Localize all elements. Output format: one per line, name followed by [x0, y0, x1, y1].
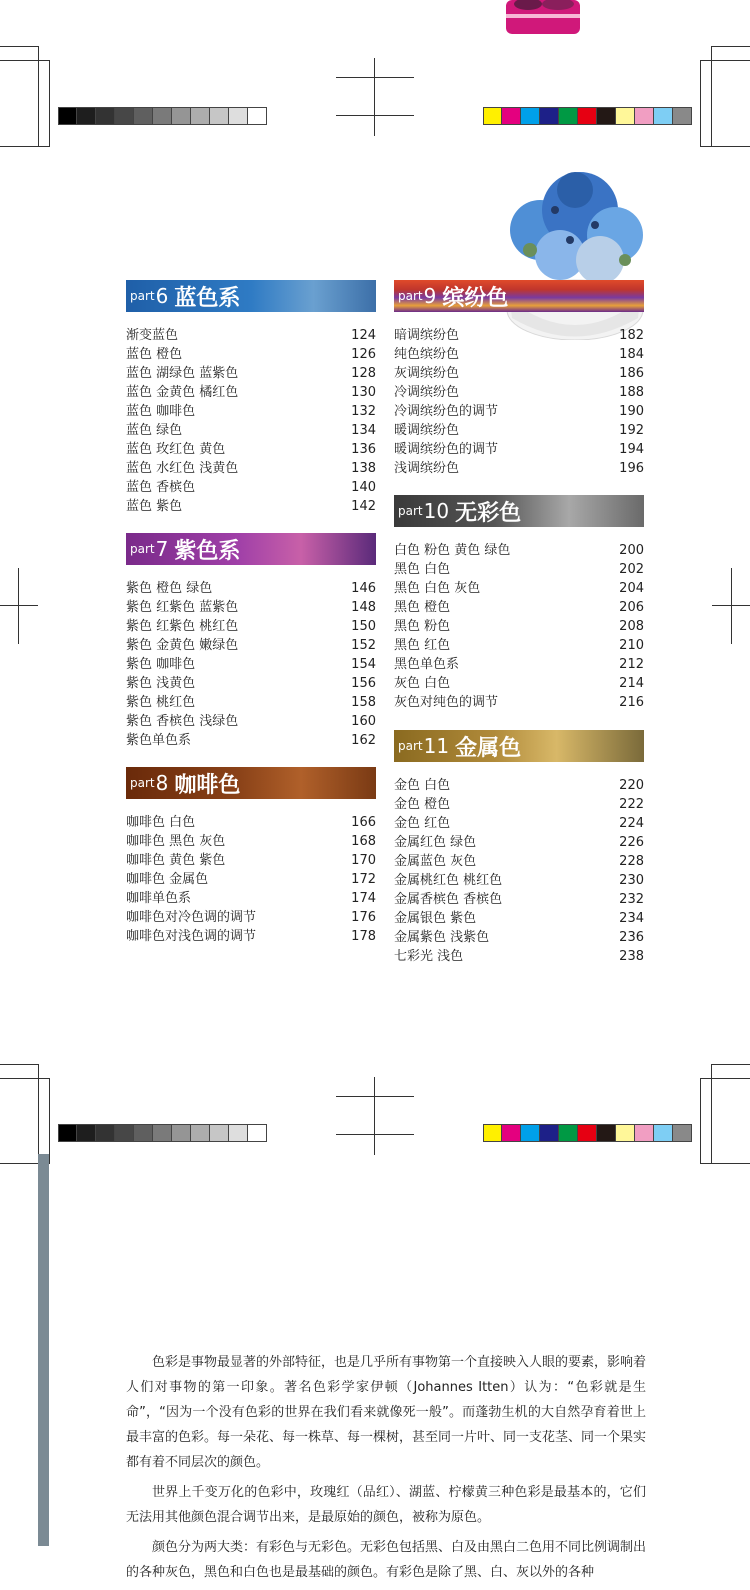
part-number: 8 [155, 771, 169, 795]
toc-entry-page: 172 [351, 872, 376, 887]
toc-entry[interactable] [126, 674, 376, 693]
toc-entry-page: 228 [619, 854, 644, 869]
part-label: part [398, 504, 423, 518]
color-swatch [191, 107, 210, 125]
toc-entry-title: 紫色 香槟色 浅绿色 [126, 714, 239, 729]
color-swatch [559, 1124, 578, 1142]
intro-body-text [126, 1350, 646, 1590]
toc-entry-title: 暖调缤纷色的调节 [394, 442, 499, 457]
body-paragraph: 颜色分为两大类：有彩色与无彩色。无彩色包括黑、白及由黑白二色用不同比例调制出的各种灰色，黑色和白色也是最基础的颜色。有彩色是除了黑、白、灰以外的各种 [126, 1540, 647, 1580]
color-swatch [58, 107, 77, 125]
toc-entry-page: 128 [351, 366, 376, 381]
toc-entry-page: 170 [351, 853, 376, 868]
part-label: part [130, 776, 155, 790]
toc-entry-title: 灰色 白色 [394, 676, 451, 691]
color-swatch [540, 1124, 559, 1142]
cmyk-color-bar [483, 1124, 692, 1142]
color-swatch [578, 107, 597, 125]
toc-entry[interactable] [394, 871, 644, 890]
part9-banner[interactable] [394, 280, 644, 312]
toc-entry[interactable] [394, 833, 644, 852]
part-number: 7 [155, 537, 169, 561]
toc-entry-title: 金属银色 紫色 [394, 911, 477, 926]
toc-part7 [126, 533, 376, 750]
toc-entry[interactable] [394, 814, 644, 833]
toc-entry[interactable] [126, 478, 376, 497]
toc-entry[interactable] [126, 459, 376, 478]
toc-entry-page: 212 [619, 657, 644, 672]
toc-entry-page: 206 [619, 600, 644, 615]
toc-entry-title: 紫色 桃红色 [126, 695, 196, 710]
toc-entry-page: 214 [619, 676, 644, 691]
toc-entry-page: 194 [619, 442, 644, 457]
toc-entry-title: 咖啡色对浅色调的调节 [126, 929, 257, 944]
toc-entry[interactable] [394, 795, 644, 814]
toc-entry-title: 灰色对纯色的调节 [394, 695, 499, 710]
toc-entry-page: 234 [619, 911, 644, 926]
toc-entry[interactable] [126, 712, 376, 731]
part-title: 缤纷色 [442, 284, 509, 311]
toc-entry[interactable] [126, 579, 376, 598]
toc-entry-page: 140 [351, 480, 376, 495]
toc-entry[interactable] [126, 636, 376, 655]
toc-entry-page: 200 [619, 543, 644, 558]
toc-entry[interactable] [126, 421, 376, 440]
toc-entry-page: 138 [351, 461, 376, 476]
toc-entry-title: 黑色 白色 [394, 562, 451, 577]
toc-entry-page: 186 [619, 366, 644, 381]
toc-entry-page: 184 [619, 347, 644, 362]
toc-part6 [126, 280, 376, 516]
toc-entry-page: 132 [351, 404, 376, 419]
toc-entry-title: 蓝色 绿色 [126, 423, 183, 438]
toc-entry-title: 紫色 浅黄色 [126, 676, 196, 691]
toc-entry[interactable] [394, 693, 644, 712]
toc-entry[interactable] [394, 890, 644, 909]
toc-entry[interactable] [126, 402, 376, 421]
toc-entry[interactable] [394, 909, 644, 928]
toc-entry[interactable] [126, 383, 376, 402]
toc-entry[interactable] [126, 832, 376, 851]
toc-entry[interactable] [394, 852, 644, 871]
toc-entry[interactable] [394, 440, 644, 459]
toc-entry-title: 咖啡单色系 [126, 891, 192, 906]
toc-entry-title: 咖啡色 白色 [126, 815, 196, 830]
toc-entry-title: 渐变蓝色 [126, 328, 179, 343]
toc-entry-page: 232 [619, 892, 644, 907]
toc-part9 [394, 280, 644, 478]
color-swatch [597, 107, 616, 125]
color-swatch [248, 107, 267, 125]
toc-entry-title: 蓝色 橙色 [126, 347, 183, 362]
toc-entry[interactable] [126, 655, 376, 674]
toc-entry-title: 紫色 红紫色 桃红色 [126, 619, 239, 634]
toc-entry-title: 紫色 红紫色 蓝紫色 [126, 600, 239, 615]
toc-entry-page: 152 [351, 638, 376, 653]
toc-part11 [394, 730, 644, 966]
cmyk-color-bar [483, 107, 692, 125]
toc-entry[interactable] [394, 598, 644, 617]
toc-entry-title: 金属桃红色 桃红色 [394, 873, 503, 888]
color-swatch [96, 1124, 115, 1142]
toc-entry[interactable] [394, 560, 644, 579]
toc-entry-title: 金色 红色 [394, 816, 451, 831]
toc-entry-title: 金属蓝色 灰色 [394, 854, 477, 869]
toc-entry-page: 208 [619, 619, 644, 634]
toc-entry-page: 148 [351, 600, 376, 615]
toc-entry-title: 纯色缤纷色 [394, 347, 460, 362]
toc-entry[interactable] [126, 870, 376, 889]
toc-entry[interactable] [126, 693, 376, 712]
toc-entry-title: 紫色单色系 [126, 733, 192, 748]
toc-entry[interactable] [394, 579, 644, 598]
color-swatch [673, 107, 692, 125]
toc-entry-page: 146 [351, 581, 376, 596]
toc-entry[interactable] [394, 776, 644, 795]
color-swatch [654, 1124, 673, 1142]
toc-entry[interactable] [394, 421, 644, 440]
toc-entry[interactable] [126, 345, 376, 364]
part-title: 紫色系 [174, 537, 241, 564]
toc-entry-page: 222 [619, 797, 644, 812]
toc-entry[interactable] [394, 402, 644, 421]
toc-entry-title: 蓝色 咖啡色 [126, 404, 196, 419]
color-swatch [578, 1124, 597, 1142]
color-swatch [521, 1124, 540, 1142]
toc-entry-page: 160 [351, 714, 376, 729]
toc-entry-title: 黑色 红色 [394, 638, 451, 653]
color-swatch [58, 1124, 77, 1142]
color-swatch [673, 1124, 692, 1142]
toc-entry-page: 158 [351, 695, 376, 710]
color-swatch [172, 1124, 191, 1142]
toc-entry-title: 黑色 白色 灰色 [394, 581, 481, 596]
toc-entry[interactable] [394, 636, 644, 655]
toc-entry-page: 136 [351, 442, 376, 457]
toc-entry-title: 咖啡色 金属色 [126, 872, 209, 887]
toc-entry[interactable] [126, 889, 376, 908]
color-swatch [96, 107, 115, 125]
toc-entry[interactable] [394, 541, 644, 560]
color-swatch [616, 1124, 635, 1142]
toc-entry-page: 230 [619, 873, 644, 888]
part-title: 咖啡色 [174, 771, 241, 798]
toc-entry-page: 156 [351, 676, 376, 691]
toc-entry[interactable] [126, 364, 376, 383]
color-swatch [597, 1124, 616, 1142]
color-swatch [654, 107, 673, 125]
toc-entry-page: 196 [619, 461, 644, 476]
toc-entry-title: 灰调缤纷色 [394, 366, 460, 381]
part-label: part [398, 739, 423, 753]
toc-entry[interactable] [126, 927, 376, 946]
part-title: 金属色 [455, 734, 522, 761]
part-label: part [130, 542, 155, 556]
toc-entry-title: 蓝色 湖绿色 蓝紫色 [126, 366, 239, 381]
color-swatch [134, 107, 153, 125]
toc-entry-page: 236 [619, 930, 644, 945]
color-swatch [210, 1124, 229, 1142]
toc-entry-page: 130 [351, 385, 376, 400]
toc-entry-page: 202 [619, 562, 644, 577]
toc-entry-title: 紫色 咖啡色 [126, 657, 196, 672]
color-swatch [635, 1124, 654, 1142]
color-swatch [483, 1124, 502, 1142]
toc-entry-page: 190 [619, 404, 644, 419]
grayscale-color-bar [58, 1124, 267, 1142]
part-title: 无彩色 [455, 499, 522, 526]
body-paragraph: 世界上千变万化的色彩中，玫瑰红（品红）、湖蓝、柠檬黄三种色彩是最基本的，它们无法用其他颜色混合调节出来，是最原始的颜色，被称为原色。 [126, 1485, 646, 1525]
color-swatch [77, 1124, 96, 1142]
toc-entry-page: 126 [351, 347, 376, 362]
toc-entry-title: 暖调缤纷色 [394, 423, 460, 438]
toc-entry[interactable] [394, 459, 644, 478]
toc-entry-title: 蓝色 金黄色 橘红色 [126, 385, 239, 400]
toc-entry-title: 咖啡色 黑色 灰色 [126, 834, 226, 849]
color-swatch [153, 107, 172, 125]
toc-entry-page: 204 [619, 581, 644, 596]
toc-entry-title: 蓝色 香槟色 [126, 480, 196, 495]
toc-entry-title: 紫色 橙色 绿色 [126, 581, 213, 596]
color-swatch [115, 107, 134, 125]
toc-entry[interactable] [126, 598, 376, 617]
toc-entry[interactable] [126, 617, 376, 636]
toc-part8 [126, 767, 376, 946]
toc-entry-title: 紫色 金黄色 嫩绿色 [126, 638, 239, 653]
toc-entry-title: 黑色 粉色 [394, 619, 451, 634]
toc-entry[interactable] [126, 731, 376, 750]
pink-flower-pot-image [488, 0, 598, 40]
toc-entry[interactable] [126, 497, 376, 516]
part10-banner[interactable] [394, 495, 644, 527]
toc-entry-title: 七彩光 浅色 [394, 949, 464, 964]
color-swatch [502, 1124, 521, 1142]
toc-entry-title: 金属香槟色 香槟色 [394, 892, 503, 907]
toc-entry-page: 176 [351, 910, 376, 925]
toc-entry-page: 134 [351, 423, 376, 438]
toc-entry[interactable] [394, 674, 644, 693]
toc-entry-title: 暗调缤纷色 [394, 328, 460, 343]
toc-entry[interactable] [394, 928, 644, 947]
toc-entry[interactable] [126, 326, 376, 345]
color-swatch [115, 1124, 134, 1142]
toc-entry-page: 178 [351, 929, 376, 944]
color-swatch [77, 107, 96, 125]
toc-entry[interactable] [126, 813, 376, 832]
toc-entry-title: 咖啡色对冷色调的调节 [126, 910, 257, 925]
toc-entry[interactable] [394, 364, 644, 383]
color-swatch [635, 107, 654, 125]
toc-entry-title: 冷调缤纷色的调节 [394, 404, 499, 419]
color-swatch [248, 1124, 267, 1142]
toc-entry[interactable] [126, 440, 376, 459]
toc-entry-page: 220 [619, 778, 644, 793]
color-swatch [502, 107, 521, 125]
color-swatch [521, 107, 540, 125]
color-swatch [134, 1124, 153, 1142]
part-number: 10 [423, 499, 450, 523]
part-number: 9 [423, 284, 437, 308]
color-swatch [616, 107, 635, 125]
toc-entry[interactable] [394, 326, 644, 345]
toc-entry-title: 浅调缤纷色 [394, 461, 460, 476]
part-label: part [130, 289, 155, 303]
toc-entry-page: 238 [619, 949, 644, 964]
toc-entry-page: 142 [351, 499, 376, 514]
color-swatch [540, 107, 559, 125]
toc-entry[interactable] [394, 383, 644, 402]
toc-entry-title: 蓝色 紫色 [126, 499, 183, 514]
toc-part10 [394, 495, 644, 712]
toc-entry-page: 124 [351, 328, 376, 343]
toc-entry-page: 166 [351, 815, 376, 830]
toc-entry-title: 金色 橙色 [394, 797, 451, 812]
toc-entry-title: 蓝色 水红色 浅黄色 [126, 461, 239, 476]
toc-entry[interactable] [126, 851, 376, 870]
toc-entry-page: 150 [351, 619, 376, 634]
part-title: 蓝色系 [174, 284, 241, 311]
page-sidebar-stripe [38, 1154, 49, 1546]
part8-banner[interactable] [126, 767, 376, 799]
toc-entry-page: 168 [351, 834, 376, 849]
color-swatch [483, 107, 502, 125]
color-swatch [191, 1124, 210, 1142]
toc-entry[interactable] [394, 947, 644, 966]
color-swatch [229, 1124, 248, 1142]
toc-entry-title: 金属紫色 浅紫色 [394, 930, 490, 945]
toc-entry[interactable] [394, 345, 644, 364]
toc-entry-title: 金色 白色 [394, 778, 451, 793]
toc-entry-page: 154 [351, 657, 376, 672]
toc-entry-page: 192 [619, 423, 644, 438]
part7-banner[interactable] [126, 533, 376, 565]
toc-entry-title: 金属红色 绿色 [394, 835, 477, 850]
toc-entry-page: 162 [351, 733, 376, 748]
toc-entry[interactable] [394, 655, 644, 674]
part-number: 11 [423, 734, 450, 758]
toc-entry-page: 182 [619, 328, 644, 343]
toc-entry-title: 冷调缤纷色 [394, 385, 460, 400]
body-paragraph: 色彩是事物最显著的外部特征，也是几乎所有事物第一个直接映入人眼的要素，影响着人们对事物的第一印象。著名色彩学家伊顿（Johannes Itten）认为：“色彩就是生命”，“因为一个没有色彩的世界在我们看来就像死一般”。而蓬勃生机的大自然孕育着世上最丰富的色彩。每一朵花、每一株草、每一棵树，甚至同一片叶、同一支花茎、同一个果实都有着不同层次的颜色。 [126, 1355, 647, 1470]
color-swatch [153, 1124, 172, 1142]
toc-entry-title: 黑色 橙色 [394, 600, 451, 615]
toc-entry-title: 咖啡色 黄色 紫色 [126, 853, 226, 868]
part-label: part [398, 289, 423, 303]
grayscale-color-bar [58, 107, 267, 125]
toc-entry-page: 224 [619, 816, 644, 831]
part6-banner[interactable] [126, 280, 376, 312]
part11-banner[interactable] [394, 730, 644, 762]
part-number: 6 [155, 284, 169, 308]
toc-entry-page: 188 [619, 385, 644, 400]
toc-entry-title: 黑色单色系 [394, 657, 460, 672]
color-swatch [210, 107, 229, 125]
toc-entry-page: 216 [619, 695, 644, 710]
toc-entry-page: 210 [619, 638, 644, 653]
toc-entry-page: 226 [619, 835, 644, 850]
color-swatch [172, 107, 191, 125]
color-swatch [229, 107, 248, 125]
toc-entry[interactable] [126, 908, 376, 927]
color-swatch [559, 107, 578, 125]
toc-entry-page: 174 [351, 891, 376, 906]
toc-entry-title: 蓝色 玫红色 黄色 [126, 442, 226, 457]
toc-entry[interactable] [394, 617, 644, 636]
toc-entry-title: 白色 粉色 黄色 绿色 [394, 543, 511, 558]
